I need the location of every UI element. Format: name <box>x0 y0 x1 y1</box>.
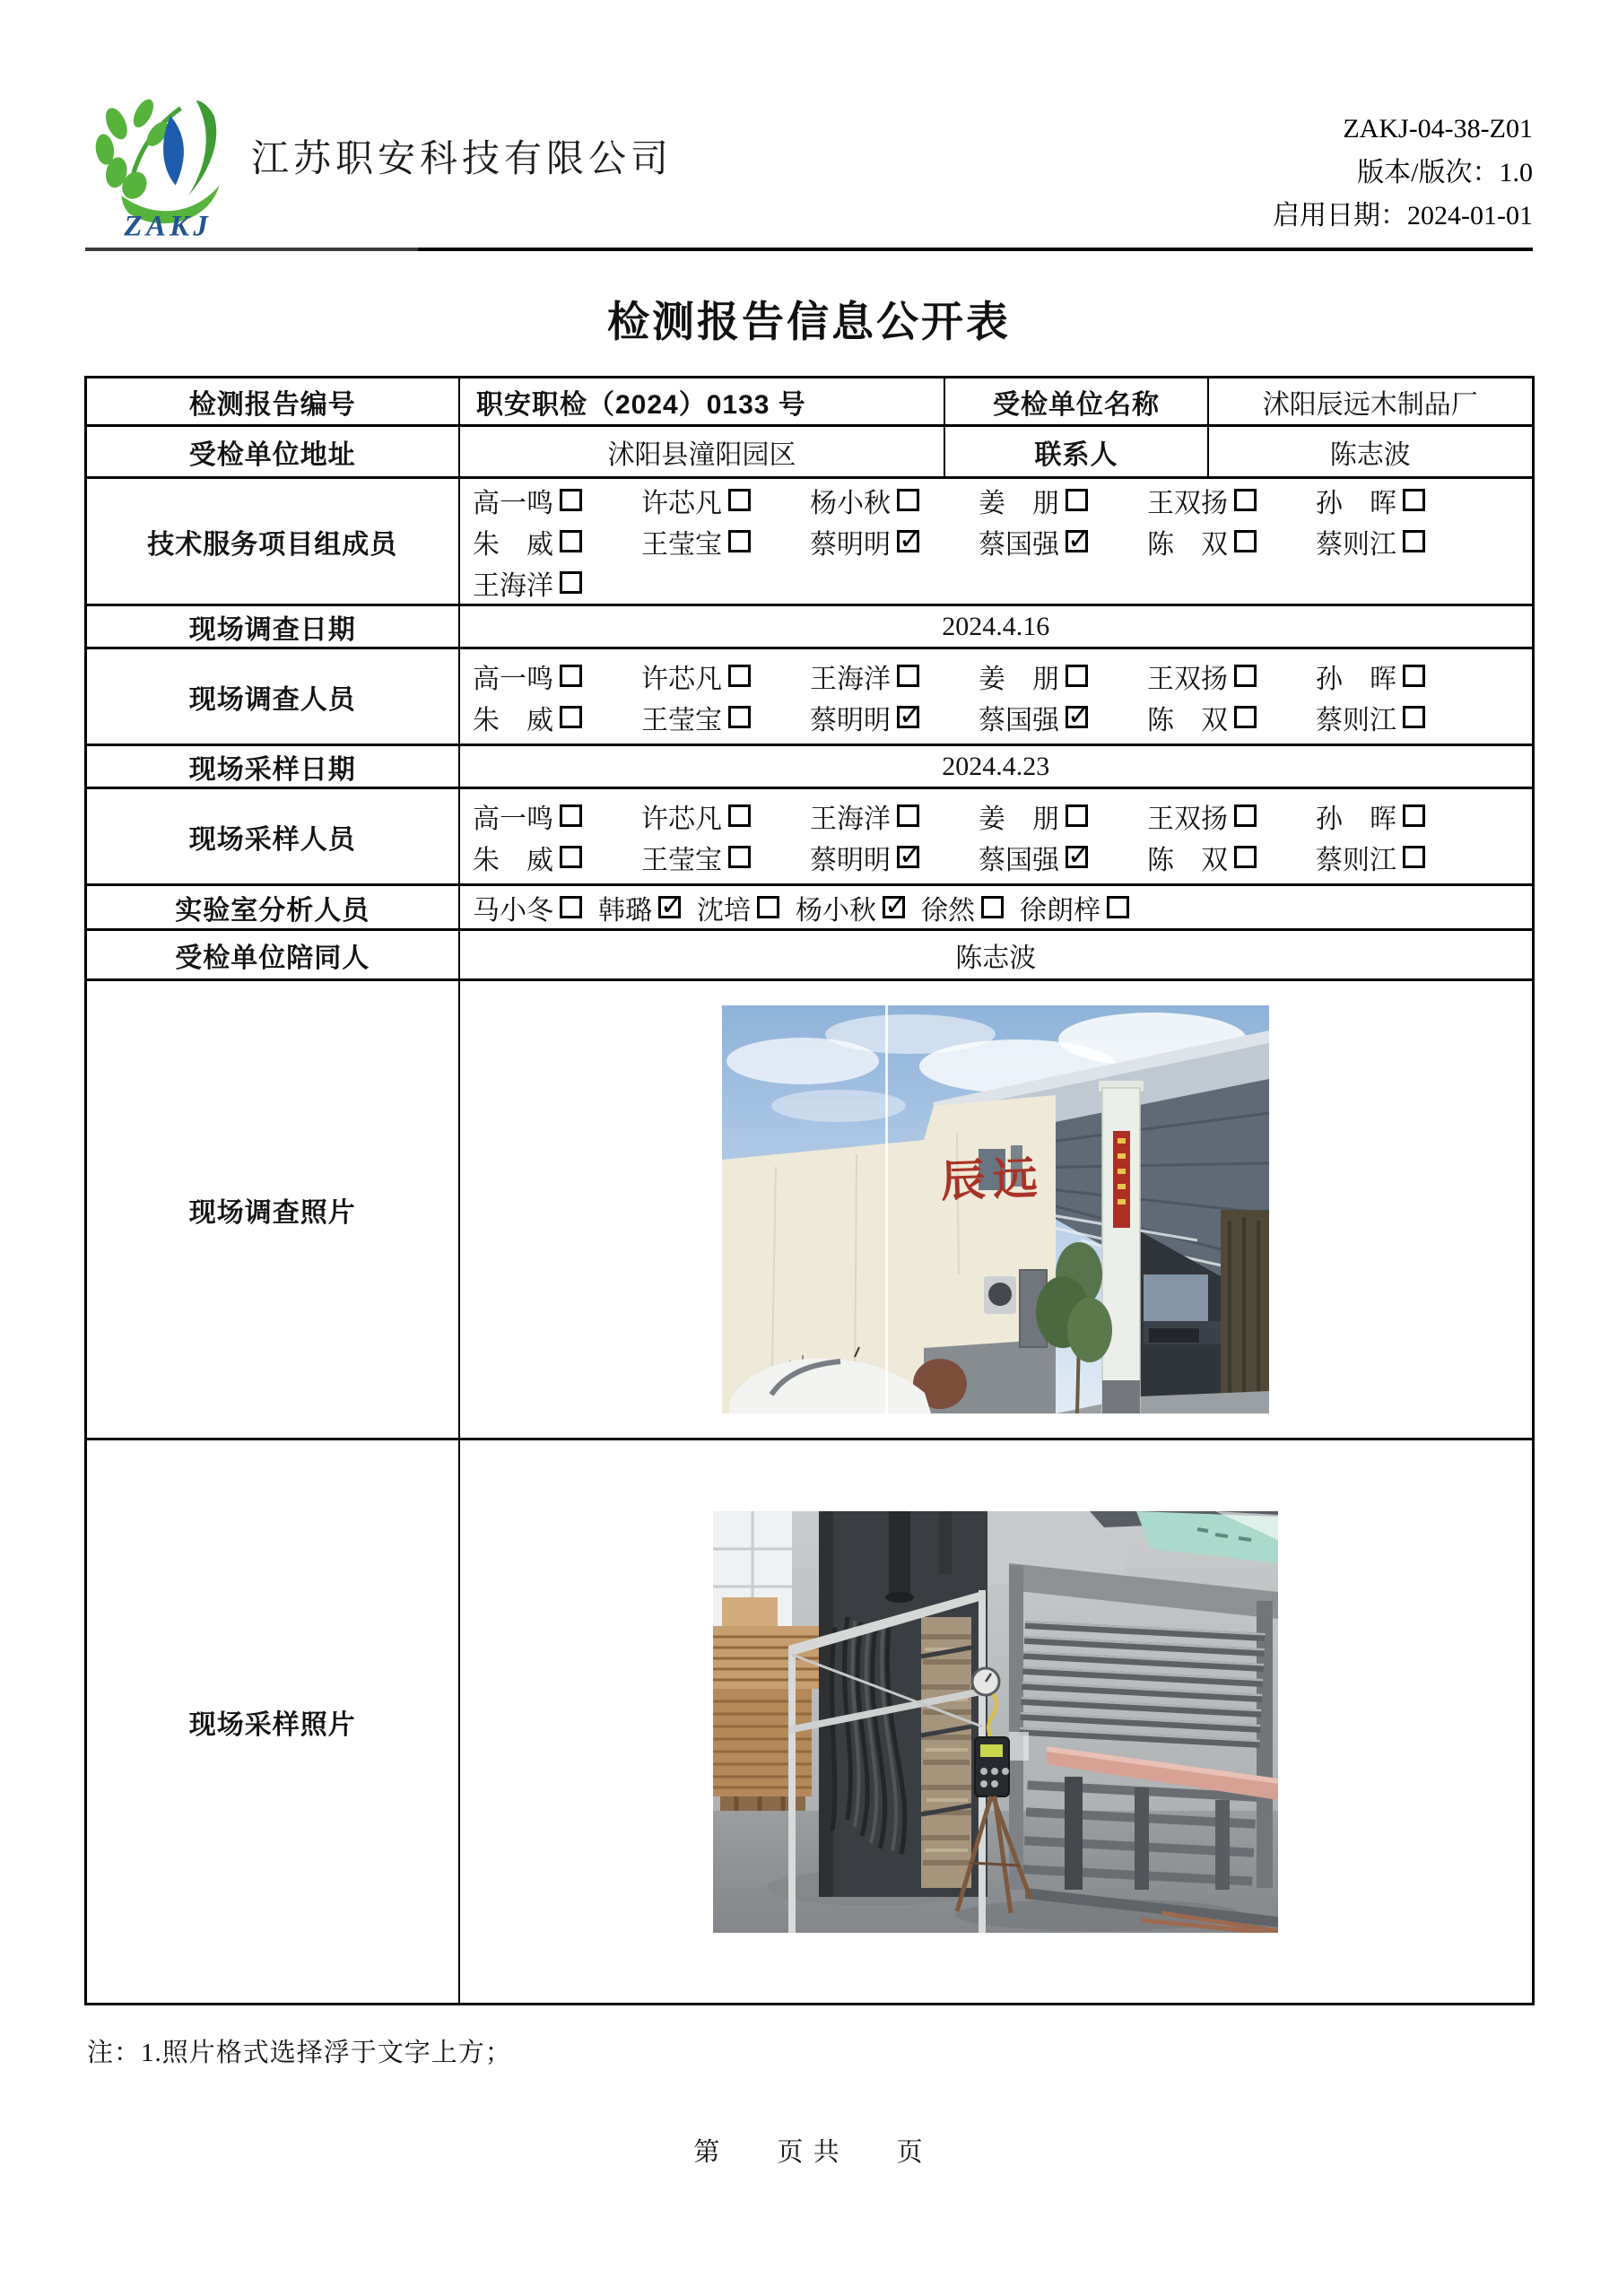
check-mark: ✓ <box>899 839 922 872</box>
checkbox-icon <box>1234 489 1257 511</box>
person-name: 王莹宝 <box>641 529 722 560</box>
checkbox-icon <box>1066 839 1091 872</box>
checkbox-icon <box>1234 530 1257 552</box>
checkbox-icon <box>1403 804 1425 827</box>
checkbox-icon <box>560 530 582 552</box>
person-name: 孙 晖 <box>1316 664 1396 694</box>
sampling-date-label: 现场采样日期 <box>85 745 459 788</box>
person-option <box>473 522 641 561</box>
sampling-photo-label: 现场采样照片 <box>85 1439 459 2005</box>
table-row <box>85 745 1533 788</box>
person-option <box>810 657 979 696</box>
person-name: 孙 晖 <box>1316 488 1396 518</box>
person-option <box>641 698 810 737</box>
person-name: 陈 双 <box>1147 529 1228 560</box>
survey-staff-cell <box>459 648 1533 745</box>
company-logo <box>85 83 251 241</box>
checkbox-icon <box>728 846 751 868</box>
person-name: 徐然 <box>921 895 975 926</box>
person-option <box>473 838 641 877</box>
person-name: 王双扬 <box>1147 488 1228 518</box>
contact-value: 陈志波 <box>1208 426 1533 478</box>
sampling-photo-cell <box>459 1439 1533 2005</box>
person-name: 蔡国强 <box>979 705 1059 735</box>
person-option <box>979 698 1147 737</box>
contact-label: 联系人 <box>944 426 1208 478</box>
checkbox-icon <box>728 665 751 687</box>
person-option <box>1316 522 1484 561</box>
checkbox-icon <box>757 896 779 918</box>
checkbox-icon <box>1066 489 1088 511</box>
sampling-staff-label: 现场采样人员 <box>85 788 459 885</box>
person-name: 王双扬 <box>1147 804 1228 834</box>
lab-staff-cell <box>459 885 1533 930</box>
checkbox-icon <box>728 489 751 511</box>
check-mark: ✓ <box>660 890 683 922</box>
checkbox-icon <box>897 700 922 732</box>
checkbox-icon <box>560 896 582 918</box>
report-info-table <box>84 376 1535 2005</box>
person-name: 蔡国强 <box>979 845 1059 875</box>
checkbox-icon <box>1234 804 1257 827</box>
person-name: 朱 威 <box>473 845 553 875</box>
check-mark: ✓ <box>884 890 908 922</box>
person-name: 陈 双 <box>1147 705 1228 735</box>
version-line <box>1273 152 1533 196</box>
enable-date-line <box>1273 195 1533 239</box>
page-footer: 第 页 共 页 <box>693 2138 925 2167</box>
check-mark: ✓ <box>1067 524 1091 556</box>
checkbox-icon <box>728 530 751 552</box>
member-line <box>460 521 1532 562</box>
person-option <box>979 796 1147 836</box>
sampling-staff-cell <box>459 788 1533 885</box>
tech-team-label: 技术服务项目组成员 <box>85 478 459 605</box>
person-name: 高一鸣 <box>473 488 553 518</box>
header-divider <box>85 248 1533 251</box>
checkbox-icon <box>1066 665 1088 687</box>
checkbox-icon <box>560 489 582 511</box>
checkbox-icon <box>1403 665 1425 687</box>
person-option <box>641 481 810 520</box>
person-option <box>1147 698 1316 737</box>
checkbox-icon <box>1066 700 1091 732</box>
person-option <box>641 796 810 836</box>
doc-code: ZAKJ-04-38-Z01 <box>1343 114 1533 144</box>
person-option <box>979 838 1147 877</box>
report-no-label: 检测报告编号 <box>85 378 459 426</box>
checkbox-icon <box>1066 524 1091 556</box>
person-option <box>1147 522 1316 561</box>
person-name: 王海洋 <box>810 804 891 834</box>
person-option <box>598 888 681 927</box>
member-line <box>460 837 1532 878</box>
person-option <box>979 657 1147 696</box>
survey-photo-cell <box>459 980 1533 1439</box>
checkbox-icon <box>1403 489 1425 511</box>
person-name: 王海洋 <box>473 570 553 601</box>
lab-staff-label: 实验室分析人员 <box>85 885 459 930</box>
person-name: 朱 威 <box>473 705 553 735</box>
person-name: 孙 晖 <box>1316 804 1396 834</box>
version-label: 版本/版次： <box>1357 157 1500 187</box>
person-option <box>1316 481 1484 520</box>
person-option <box>810 698 979 737</box>
checkbox-icon <box>1107 896 1129 918</box>
checkbox-icon <box>1234 846 1257 868</box>
report-no-value: 职安职检（2024）0133 号 <box>459 378 944 426</box>
unit-name-value: 沭阳辰远木制品厂 <box>1208 378 1533 426</box>
version-value: 1.0 <box>1499 157 1533 187</box>
table-row <box>85 426 1533 478</box>
person-option <box>810 838 979 877</box>
person-option <box>473 698 641 737</box>
table-row <box>85 605 1533 648</box>
survey-date-label: 现场调查日期 <box>85 605 459 648</box>
person-option <box>473 657 641 696</box>
page-title: 检测报告信息公开表 <box>607 298 1011 345</box>
member-line <box>460 562 1532 604</box>
person-name: 蔡明明 <box>810 705 891 735</box>
checkbox-icon <box>981 896 1004 918</box>
person-option <box>796 888 908 927</box>
survey-date-value: 2024.4.16 <box>459 605 1533 648</box>
table-row <box>85 478 1533 605</box>
person-name: 杨小秋 <box>796 895 876 926</box>
checkbox-icon <box>728 706 751 728</box>
person-option <box>1147 838 1316 877</box>
page-header <box>85 83 1533 242</box>
check-mark: ✓ <box>899 524 922 556</box>
document-control-block <box>1273 83 1533 239</box>
member-line <box>460 480 1532 521</box>
person-name: 陈 双 <box>1147 845 1228 875</box>
factory-sign-text: 辰远 <box>940 1152 1047 1207</box>
person-option <box>641 522 810 561</box>
person-option <box>641 657 810 696</box>
check-mark: ✓ <box>1067 839 1091 872</box>
survey-photo <box>722 1005 1269 1413</box>
checkbox-icon <box>1066 804 1088 827</box>
checkbox-icon <box>883 890 908 922</box>
person-option <box>1147 481 1316 520</box>
person-name: 马小冬 <box>473 895 553 926</box>
checkbox-icon <box>560 665 582 687</box>
escort-label: 受检单位陪同人 <box>85 930 459 980</box>
person-name: 蔡明明 <box>810 845 891 875</box>
person-option <box>697 888 779 927</box>
checkbox-icon <box>1403 530 1425 552</box>
person-name: 蔡则江 <box>1316 845 1396 875</box>
table-row <box>85 378 1533 426</box>
person-name: 王海洋 <box>810 664 891 694</box>
member-line <box>460 796 1532 837</box>
person-option <box>473 796 641 836</box>
checkbox-icon <box>897 804 919 827</box>
table-row <box>85 930 1533 980</box>
person-option <box>810 796 979 836</box>
table-row <box>85 885 1533 930</box>
checkbox-icon <box>560 571 582 594</box>
person-option <box>1316 698 1484 737</box>
person-name: 高一鸣 <box>473 664 553 694</box>
enable-date-value: 2024-01-01 <box>1407 201 1533 231</box>
enable-date-label: 启用日期： <box>1273 201 1408 231</box>
checkbox-icon <box>560 804 582 827</box>
person-name: 许芯凡 <box>641 488 722 518</box>
footnote: 注：1.照片格式选择浮于文字上方； <box>87 2039 512 2067</box>
check-mark: ✓ <box>1067 700 1091 732</box>
person-option <box>810 522 979 561</box>
person-option <box>1316 838 1484 877</box>
checkbox-icon <box>897 489 919 511</box>
person-name: 姜 朋 <box>979 804 1059 834</box>
person-name: 沈培 <box>697 895 751 926</box>
person-name: 许芯凡 <box>641 804 722 834</box>
table-row <box>85 980 1533 1439</box>
checkbox-icon <box>560 846 582 868</box>
person-option <box>1147 796 1316 836</box>
logo-text: ZAKJ <box>124 210 213 237</box>
check-mark: ✓ <box>899 700 922 732</box>
person-name: 王双扬 <box>1147 664 1228 694</box>
escort-value: 陈志波 <box>459 930 1533 980</box>
person-option <box>810 481 979 520</box>
company-name: 江苏职安科技有限公司 <box>251 139 674 180</box>
person-option <box>979 522 1147 561</box>
table-row <box>85 1439 1533 2005</box>
person-name: 许芯凡 <box>641 664 722 694</box>
checkbox-icon <box>1403 706 1425 728</box>
table-row <box>85 788 1533 885</box>
person-option <box>1147 657 1316 696</box>
person-option <box>641 838 810 877</box>
person-name: 徐朗梓 <box>1020 895 1100 926</box>
member-line <box>460 887 1532 928</box>
checkbox-icon <box>1234 706 1257 728</box>
checkbox-icon <box>560 706 582 728</box>
person-name: 高一鸣 <box>473 804 553 834</box>
member-line <box>460 656 1532 697</box>
person-option <box>473 563 641 603</box>
tech-team-members-cell <box>459 478 1533 605</box>
checkbox-icon <box>897 524 922 556</box>
unit-name-label: 受检单位名称 <box>944 378 1208 426</box>
person-name: 蔡则江 <box>1316 705 1396 735</box>
table-row <box>85 648 1533 745</box>
checkbox-icon <box>1403 846 1425 868</box>
person-option <box>473 888 582 927</box>
checkbox-icon <box>658 890 683 922</box>
unit-address-label: 受检单位地址 <box>85 426 459 478</box>
checkbox-icon <box>897 839 922 872</box>
person-name: 杨小秋 <box>810 488 891 518</box>
person-option <box>1316 657 1484 696</box>
sampling-photo <box>713 1511 1278 1933</box>
person-name: 韩璐 <box>598 895 652 926</box>
person-option <box>1316 796 1484 836</box>
person-name: 蔡国强 <box>979 529 1059 560</box>
person-name: 姜 朋 <box>979 664 1059 694</box>
person-name: 蔡则江 <box>1316 529 1396 560</box>
survey-photo-label: 现场调查照片 <box>85 980 459 1439</box>
person-name: 蔡明明 <box>810 529 891 560</box>
checkbox-icon <box>1234 665 1257 687</box>
checkbox-icon <box>897 665 919 687</box>
member-line <box>460 697 1532 738</box>
person-option <box>1020 888 1129 927</box>
person-name: 朱 威 <box>473 529 553 560</box>
person-name: 姜 朋 <box>979 488 1059 518</box>
unit-address-value: 沭阳县潼阳园区 <box>459 426 944 478</box>
person-option <box>473 481 641 520</box>
person-option <box>921 888 1004 927</box>
person-name: 王莹宝 <box>641 705 722 735</box>
survey-staff-label: 现场调查人员 <box>85 648 459 745</box>
person-option <box>979 481 1147 520</box>
zakj-logo-icon <box>85 83 247 237</box>
sampling-date-value: 2024.4.23 <box>459 745 1533 788</box>
checkbox-icon <box>728 804 751 827</box>
person-name: 王莹宝 <box>641 845 722 875</box>
